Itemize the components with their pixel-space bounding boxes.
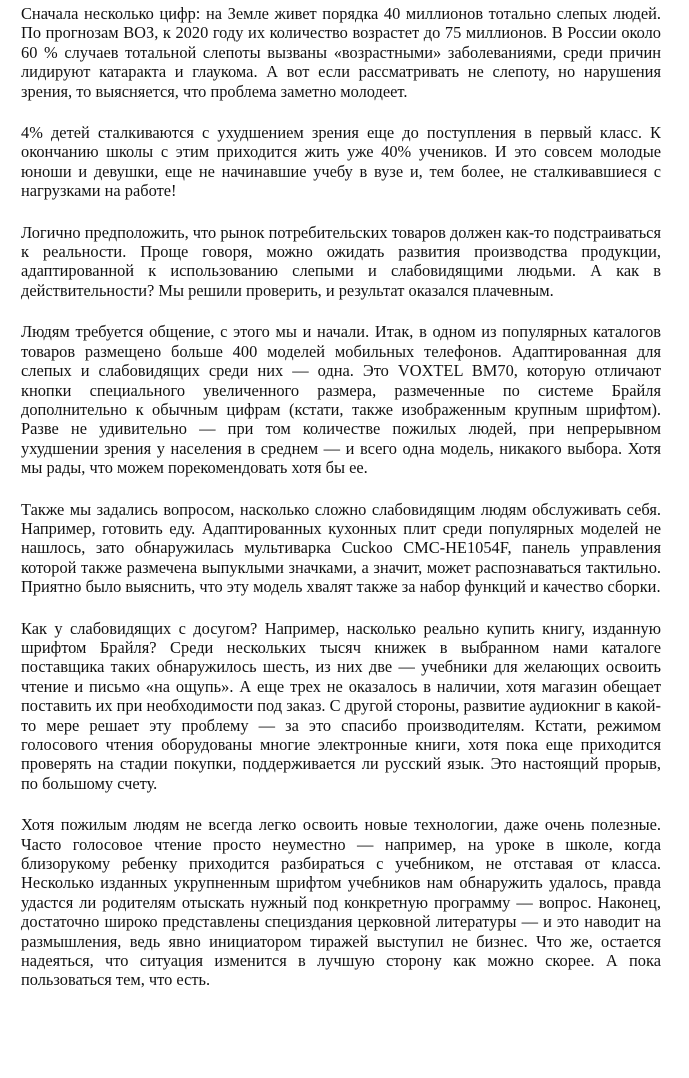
article-body <box>21 4 661 1012</box>
paragraph-4: Людям требуется общение, с этого мы и начали. Итак, в одном из популярных каталогов товаров размещено больше 400 моделей мобильных телефонов. Адаптированная для слепых и слабовидящих среди них — одна. Это VOXTEL BM70, которую отличают кнопки специального увеличенного размера, размеченные по системе Брайля дополнительно к обычным цифрам (кстати, также изображенным крупным шрифтом). Разве не удивительно — при том количестве пожилых людей, при непрерывном ухудшении зрения у населения в среднем — и всего одна модель, никакого выбора. Хотя мы рады, что можем порекомендовать хотя бы ее. <box>21 322 661 478</box>
paragraph-6: Как у слабовидящих с досугом? Например, насколько реально купить книгу, изданную шрифтом Брайля? Среди нескольких тысяч книжек в выбранном нами каталоге поставщика таких обнаружилось шесть, из них две — учебники для желающих освоить чтение и письмо «на ощупь». А еще трех не оказалось в наличии, хотя магазин обещает поставить их при необходимости под заказ. С другой стороны, развитие аудиокниг в какой-то мере решает эту проблему — за это спасибо производителям. Кстати, режимом голосового чтения оборудованы многие электронные книги, хотя пока еще приходится проверять на стадии покупки, поддерживается ли русский язык. Это настоящий прорыв, по большому счету. <box>21 618 661 793</box>
paragraph-3: Логично предположить, что рынок потребительских товаров должен как-то подстраиваться к реальности. Проще говоря, можно ожидать развития производства продукции, адаптированной к использованию слепыми и слабовидящими людьми. А как в действительности? Мы решили проверить, и результат оказался плачевным. <box>21 222 661 300</box>
paragraph-5: Также мы задались вопросом, насколько сложно слабовидящим людям обслуживать себя. Например, готовить еду. Адаптированных кухонных плит среди популярных моделей не нашлось, зато обнаружилась мультиварка Cuckoo CMC-HE1054F, панель управления которой также размечена выпуклыми значками, а значит, может распознаваться тактильно. Приятно было выяснить, что эту модель хвалят также за набор функций и качество сборки. <box>21 499 661 597</box>
paragraph-2: 4% детей сталкиваются с ухудшением зрения еще до поступления в первый класс. К окончанию школы с этим приходится жить уже 40% учеников. И это совсем молодые юноши и девушки, еще не начинавшие учебу в вузе и, тем более, не сталкивавшиеся с нагрузками на работе! <box>21 123 661 201</box>
paragraph-1: Сначала несколько цифр: на Земле живет порядка 40 миллионов тотально слепых людей. По прогнозам ВОЗ, к 2020 году их количество возрастет до 75 миллионов. В России около 60 % случаев тотальной слепоты вызваны «возрастными» заболеваниями, среди причин лидируют катаракта и глаукома. А вот если рассматривать не слепоту, но нарушения зрения, то выясняется, что проблема заметно молодеет. <box>21 4 661 101</box>
paragraph-7: Хотя пожилым людям не всегда легко освоить новые технологии, даже очень полезные. Часто голосовое чтение просто неуместно — например, на уроке в школе, когда близорукому ребенку приходится разбираться с учебником, не отставая от класса. Несколько изданных укрупненным шрифтом учебников нам обнаружить удалось, правда удастся ли родителям отыскать нужный под конкретную программу — вопрос. Наконец, достаточно широко представлены специздания церковной литературы — и это наводит на размышления, ведь явно инициатором тиражей выступил не бизнес. Что же, остается надеяться, что ситуация изменится в лучшую сторону как можно скорее. А пока пользоваться тем, что есть. <box>21 815 661 990</box>
